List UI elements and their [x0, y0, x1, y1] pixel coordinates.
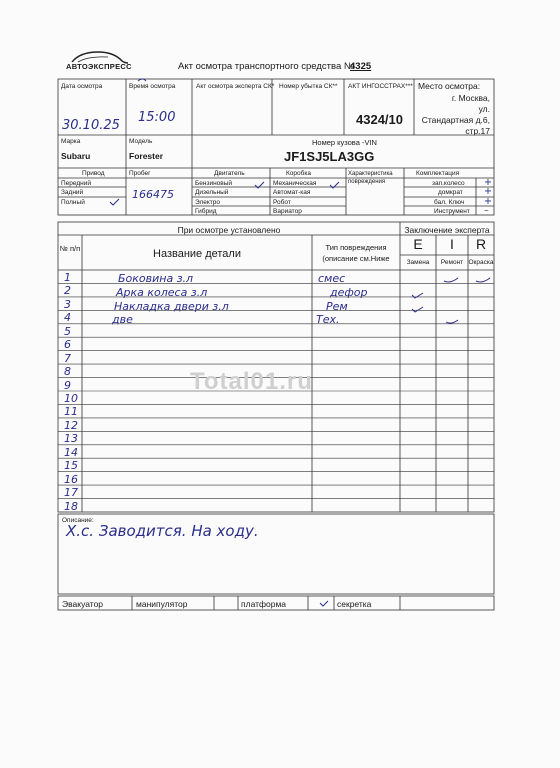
drive-all: Полный [61, 199, 85, 206]
kit-mark-2: + [484, 186, 492, 197]
kit-mark-3: + [484, 196, 492, 207]
row-number: 6 [64, 338, 71, 352]
row-4-part: две [112, 313, 133, 326]
mileage-label: Пробег [129, 170, 151, 177]
option-tow-truck: Эвакуатор [62, 599, 104, 609]
expert-conclusion-title: Заключение эксперта [404, 225, 490, 235]
gearbox-automatic: Автомат-кая [273, 189, 311, 196]
kit-spare-wheel: зап.колесо [432, 180, 465, 187]
model-label: Модель [129, 138, 153, 145]
row-2-part: Арка колеса з.л [116, 286, 208, 299]
act-title: Акт осмотра транспортного средства № [178, 61, 355, 72]
vin-value: JF1SJ5LA3GG [284, 149, 375, 164]
row-number: 9 [64, 378, 71, 392]
vin-label: Номер кузова -VIN [312, 138, 377, 147]
ingos-act-value: 4324/10 [356, 112, 403, 127]
row-1-part: Боковина з.л [118, 272, 194, 285]
drive-rear: Задний [61, 189, 84, 196]
loss-number-label: Номер убытка СК** [279, 83, 338, 90]
row-number: 15 [64, 459, 78, 473]
damage-char-label: Характеристика повреждения [348, 171, 393, 185]
row-number: 12 [64, 418, 78, 432]
sub-repair: Ремонт [440, 259, 464, 266]
row-number: 13 [64, 432, 78, 446]
row-number: 14 [64, 445, 78, 459]
row-4-damage: Тех. [316, 313, 340, 326]
col-i-header: I [450, 236, 454, 252]
place-line-2: ул. [478, 104, 490, 114]
row-number: 8 [64, 365, 71, 379]
model-value: Forester [129, 151, 164, 161]
description-label: Описание: [62, 517, 94, 524]
row-number: 7 [64, 351, 71, 365]
option-lock-nut: секретка [337, 599, 372, 609]
engine-hybrid: Гибрид [195, 208, 217, 215]
col-part-header: Название детали [153, 248, 241, 260]
option-platform: платформа [241, 599, 287, 609]
engine-petrol: Бензиновый [195, 180, 233, 187]
gearbox-cvt: Вариатор [273, 208, 302, 215]
col-number-header: № п/п [59, 244, 81, 253]
logo-text: АВТОЭКСПРЕСС [66, 62, 132, 71]
description-text: Х.с. Заводится. На ходу. [66, 522, 259, 540]
row-number: 3 [64, 297, 71, 311]
row-3-part: Накладка двери з.л [114, 300, 229, 313]
gearbox-manual: Механическая [273, 180, 317, 187]
col-damage-header: Тип повреждения (описание см.Ниже [322, 243, 390, 263]
ingos-act-label: АКТ ИНГОССТРАХ*** [348, 83, 413, 90]
row-number: 2 [64, 284, 71, 298]
time-label: Время осмотра [129, 83, 176, 90]
date-label: Дата осмотра [61, 83, 103, 90]
row-3-damage: Рем [326, 300, 348, 313]
row-number: 11 [64, 405, 78, 419]
place-label: Место осмотра: [418, 81, 481, 91]
gearbox-label: Коробка [286, 170, 311, 177]
engine-label: Двигатель [214, 170, 245, 177]
mileage-value: 166475 [132, 188, 174, 201]
expert-act-label: Акт осмотра эксперта СК* [196, 83, 275, 90]
col-r-header: R [475, 236, 487, 252]
kit-label: Комплектация [416, 170, 460, 177]
row-number: 4 [64, 311, 71, 325]
row-number: 18 [64, 499, 78, 513]
engine-diesel: Дизельный [195, 189, 229, 196]
date-value: 30.10.25 [62, 118, 120, 133]
row-number: 5 [64, 324, 71, 338]
brand-value: Subaru [61, 151, 91, 161]
row-1-damage: смес [318, 272, 346, 285]
kit-jack: домкрат [438, 189, 463, 196]
option-manipulator: манипулятор [136, 599, 188, 609]
place-line-3: Стандартная д.6, [421, 115, 490, 125]
row-number: 17 [64, 486, 78, 500]
section-title: При осмотре установлено [177, 225, 281, 235]
drive-label: Привод [82, 170, 105, 177]
time-value: 15:00 [138, 110, 176, 125]
drive-front: Передний [61, 180, 92, 187]
kit-wrench: бал. Ключ [434, 199, 465, 206]
sub-replace: Замена [406, 259, 430, 266]
kit-mark-4: – [484, 205, 489, 216]
col-e-header: E [413, 236, 423, 252]
kit-mark-1: + [484, 177, 492, 188]
row-number: 10 [64, 392, 78, 405]
watermark: Total01.ru [190, 368, 313, 395]
place-line-4: стр.17 [465, 126, 490, 136]
row-number: 16 [64, 472, 78, 486]
act-number: 4325 [350, 61, 372, 72]
gearbox-robot: Робот [273, 199, 291, 206]
place-value [414, 93, 490, 137]
engine-electric: Электро [195, 199, 220, 206]
kit-tools: Инструмент [434, 208, 470, 215]
row-number: 1 [64, 271, 71, 284]
brand-label: Марка [61, 138, 81, 145]
sub-paint: Окраска [468, 259, 494, 266]
place-line-1: г. Москва, [451, 93, 490, 103]
row-2-damage: дефор [330, 286, 368, 299]
